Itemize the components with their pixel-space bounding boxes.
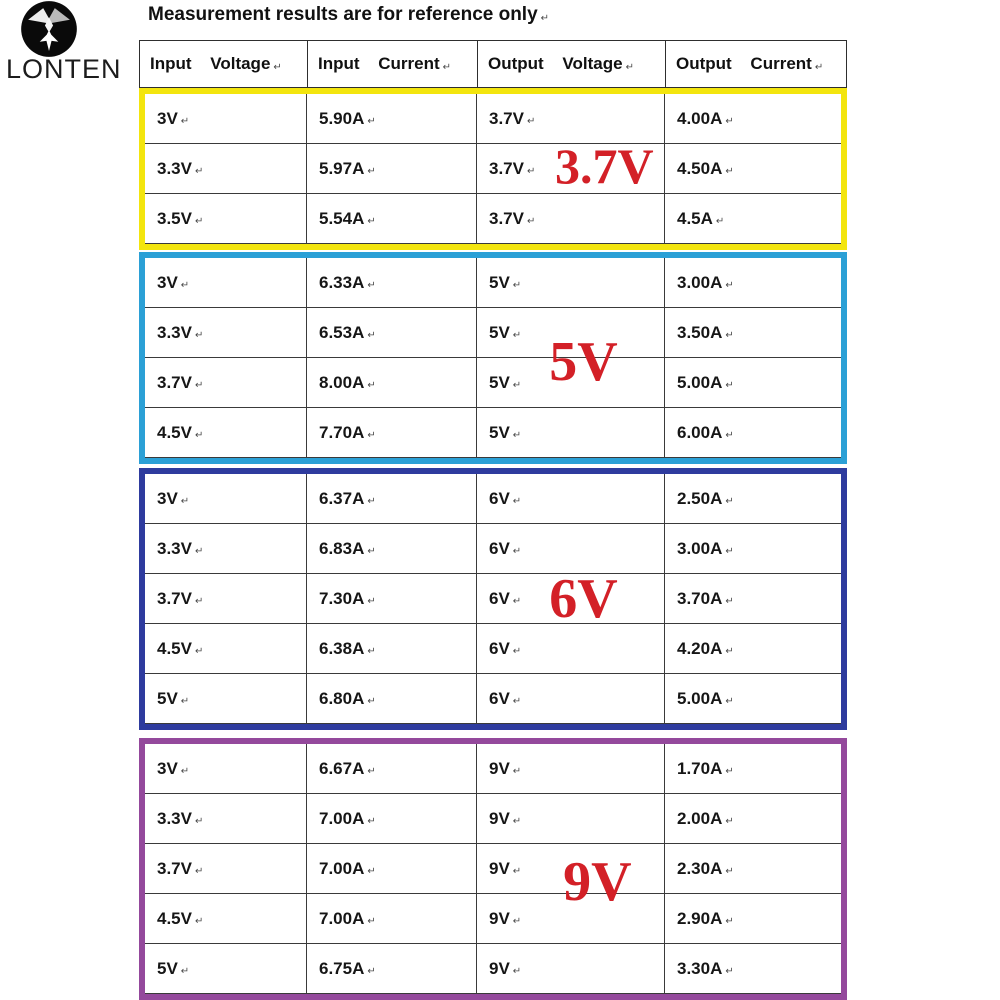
cell-input-voltage [145, 194, 307, 243]
return-mark-icon: ↵ [512, 280, 522, 291]
cell-value: 6.67A [319, 758, 365, 778]
cell-value: 7.00A [319, 858, 365, 878]
return-mark-icon: ↵ [725, 916, 734, 927]
cell-output-voltage [477, 744, 665, 793]
return-mark-icon: ↵ [512, 330, 522, 341]
cell-input-current [307, 308, 477, 357]
header-label: Input Voltage [150, 54, 271, 73]
cell-input-current [307, 844, 477, 893]
cell-output-voltage [477, 574, 665, 623]
return-mark-icon: ↵ [367, 116, 376, 127]
table-row [145, 844, 841, 894]
cell-output-current [665, 794, 841, 843]
cell-value: 6.00A [677, 422, 723, 442]
cell-value: 5V [489, 322, 510, 342]
return-mark-icon: ↵ [194, 596, 204, 607]
cell-value: 6.80A [319, 688, 365, 708]
cell-value: 3.3V [157, 158, 192, 178]
return-mark-icon: ↵ [367, 166, 376, 177]
return-mark-icon: ↵ [512, 966, 522, 977]
cell-input-voltage [145, 258, 307, 307]
table-row [145, 574, 841, 624]
table-header-row [139, 40, 847, 88]
cell-input-current [307, 94, 477, 143]
return-mark-icon: ↵ [725, 280, 734, 291]
cell-value: 7.00A [319, 808, 365, 828]
table-row [145, 674, 841, 724]
cell-value: 3.7V [489, 158, 524, 178]
measurement-table [139, 40, 847, 1000]
voltage-group-3v7v [139, 88, 847, 250]
return-mark-icon: ↵ [180, 966, 190, 977]
cell-value: 3.5V [157, 208, 192, 228]
cell-input-current [307, 744, 477, 793]
return-mark-icon: ↵ [725, 816, 734, 827]
cell-input-voltage [145, 794, 307, 843]
cell-value: 5.90A [319, 108, 365, 128]
cell-value: 3.7V [157, 858, 192, 878]
cell-output-voltage [477, 624, 665, 673]
voltage-group-5v [139, 252, 847, 464]
cell-input-voltage [145, 474, 307, 523]
cell-output-voltage [477, 524, 665, 573]
table-row [145, 94, 841, 144]
return-mark-icon: ↵ [725, 166, 734, 177]
return-mark-icon: ↵ [526, 166, 536, 177]
return-mark-icon: ↵ [725, 866, 734, 877]
table-row [145, 744, 841, 794]
cell-value: 6V [489, 688, 510, 708]
cell-value: 6V [489, 588, 510, 608]
table-row [145, 358, 841, 408]
cell-output-voltage [477, 94, 665, 143]
return-mark-icon: ↵ [442, 61, 452, 73]
return-mark-icon: ↵ [180, 766, 190, 777]
cell-output-voltage [477, 358, 665, 407]
cell-input-voltage [145, 408, 307, 457]
cell-output-current [665, 674, 841, 723]
return-mark-icon: ↵ [526, 116, 536, 127]
return-mark-icon: ↵ [194, 816, 204, 827]
cell-value: 2.50A [677, 488, 723, 508]
return-mark-icon: ↵ [367, 916, 376, 927]
cell-input-current [307, 474, 477, 523]
lonten-logo [6, 0, 126, 85]
cell-output-current [665, 474, 841, 523]
cell-value: 9V [489, 758, 510, 778]
cell-output-voltage [477, 474, 665, 523]
cell-value: 6.37A [319, 488, 365, 508]
cell-value: 5V [157, 688, 178, 708]
return-mark-icon: ↵ [512, 646, 522, 657]
cell-value: 7.70A [319, 422, 365, 442]
cell-value: 6V [489, 538, 510, 558]
cell-value: 4.00A [677, 108, 723, 128]
cell-value: 6V [489, 488, 510, 508]
cell-output-voltage [477, 674, 665, 723]
return-mark-icon: ↵ [814, 61, 824, 73]
cell-input-voltage [145, 358, 307, 407]
cell-value: 4.20A [677, 638, 723, 658]
cell-value: 3V [157, 272, 178, 292]
cell-output-current [665, 408, 841, 457]
cell-value: 3.7V [157, 588, 192, 608]
cell-output-current [665, 744, 841, 793]
return-mark-icon: ↵ [367, 866, 376, 877]
page-title [148, 4, 549, 26]
cell-value: 3.3V [157, 538, 192, 558]
cell-value: 5V [489, 422, 510, 442]
output-voltage-highlight-label: 9V [563, 850, 632, 913]
return-mark-icon: ↵ [194, 546, 204, 557]
table-row [145, 944, 841, 994]
cell-value: 3.7V [489, 108, 524, 128]
cell-input-voltage [145, 524, 307, 573]
cell-output-voltage [477, 894, 665, 943]
cell-output-current [665, 94, 841, 143]
header-label: Output Voltage [488, 54, 623, 73]
cell-value: 3V [157, 488, 178, 508]
cell-output-voltage [477, 794, 665, 843]
cell-input-voltage [145, 844, 307, 893]
table-groups [139, 88, 847, 1000]
cell-value: 3.7V [157, 372, 192, 392]
cell-input-current [307, 194, 477, 243]
cell-value: 5V [157, 958, 178, 978]
return-mark-icon: ↵ [367, 966, 376, 977]
cell-value: 3.30A [677, 958, 723, 978]
cell-value: 3.7V [489, 208, 524, 228]
page-title-text: Measurement results are for reference only [148, 4, 538, 25]
cell-input-voltage [145, 574, 307, 623]
cell-value: 9V [489, 958, 510, 978]
return-mark-icon: ↵ [725, 646, 734, 657]
cell-value: 2.90A [677, 908, 723, 928]
table-row [145, 624, 841, 674]
cell-value: 3.50A [677, 322, 723, 342]
cell-input-voltage [145, 144, 307, 193]
cell-input-voltage [145, 94, 307, 143]
return-mark-icon: ↵ [725, 546, 734, 557]
cell-output-current [665, 524, 841, 573]
cell-value: 3.00A [677, 538, 723, 558]
return-mark-icon: ↵ [367, 546, 376, 557]
cell-output-current [665, 358, 841, 407]
cell-value: 6.53A [319, 322, 365, 342]
table-row [145, 258, 841, 308]
cell-value: 7.00A [319, 908, 365, 928]
cell-value: 4.50A [677, 158, 723, 178]
return-mark-icon: ↵ [194, 380, 204, 391]
cell-output-current [665, 944, 841, 993]
cell-value: 4.5V [157, 908, 192, 928]
cell-input-current [307, 524, 477, 573]
return-mark-icon: ↵ [180, 116, 190, 127]
cell-value: 4.5V [157, 638, 192, 658]
cell-value: 9V [489, 858, 510, 878]
return-mark-icon: ↵ [512, 696, 522, 707]
return-mark-icon: ↵ [367, 696, 376, 707]
return-mark-icon: ↵ [367, 280, 376, 291]
cell-value: 3V [157, 108, 178, 128]
return-mark-icon: ↵ [194, 166, 204, 177]
return-mark-icon: ↵ [194, 330, 204, 341]
cell-value: 1.70A [677, 758, 723, 778]
return-mark-icon: ↵ [512, 546, 522, 557]
cell-value: 7.30A [319, 588, 365, 608]
header-label: Output Current [676, 54, 812, 73]
cell-value: 9V [489, 808, 510, 828]
cell-input-voltage [145, 744, 307, 793]
table-row [145, 794, 841, 844]
cell-output-current [665, 574, 841, 623]
return-mark-icon: ↵ [725, 596, 734, 607]
return-mark-icon: ↵ [180, 496, 190, 507]
return-mark-icon: ↵ [367, 496, 376, 507]
output-voltage-highlight-label: 3.7V [555, 138, 654, 194]
return-mark-icon: ↵ [273, 61, 282, 73]
cell-input-current [307, 358, 477, 407]
cell-value: 8.00A [319, 372, 365, 392]
return-mark-icon: ↵ [725, 380, 734, 391]
header-output-current [666, 41, 846, 87]
cell-input-voltage [145, 674, 307, 723]
return-mark-icon: ↵ [194, 430, 204, 441]
cell-value: 2.00A [677, 808, 723, 828]
return-mark-icon: ↵ [625, 61, 634, 73]
return-mark-icon: ↵ [194, 646, 204, 657]
cell-value: 6V [489, 638, 510, 658]
table-row [145, 408, 841, 458]
cell-input-current [307, 944, 477, 993]
return-mark-icon: ↵ [512, 430, 522, 441]
return-mark-icon: ↵ [512, 596, 522, 607]
return-mark-icon: ↵ [367, 380, 376, 391]
bird-logo-icon [20, 0, 78, 58]
table-row [145, 474, 841, 524]
return-mark-icon: ↵ [725, 330, 734, 341]
return-mark-icon: ↵ [526, 216, 536, 227]
return-mark-icon: ↵ [194, 216, 204, 227]
return-mark-icon: ↵ [512, 380, 522, 391]
return-mark-icon: ↵ [367, 216, 376, 227]
return-mark-icon: ↵ [540, 13, 550, 24]
return-mark-icon: ↵ [725, 966, 734, 977]
return-mark-icon: ↵ [367, 330, 376, 341]
return-mark-icon: ↵ [512, 916, 522, 927]
return-mark-icon: ↵ [194, 916, 204, 927]
cell-input-current [307, 258, 477, 307]
cell-value: 6.33A [319, 272, 365, 292]
cell-value: 6.75A [319, 958, 365, 978]
table-row [145, 524, 841, 574]
return-mark-icon: ↵ [367, 596, 376, 607]
cell-value: 4.5A [677, 208, 713, 228]
cell-output-current [665, 308, 841, 357]
return-mark-icon: ↵ [180, 280, 190, 291]
cell-output-voltage [477, 144, 665, 193]
cell-value: 2.30A [677, 858, 723, 878]
return-mark-icon: ↵ [367, 816, 376, 827]
cell-output-voltage [477, 308, 665, 357]
return-mark-icon: ↵ [725, 766, 734, 777]
cell-value: 5.97A [319, 158, 365, 178]
cell-output-current [665, 624, 841, 673]
return-mark-icon: ↵ [180, 696, 190, 707]
cell-output-voltage [477, 194, 665, 243]
table-row [145, 894, 841, 944]
return-mark-icon: ↵ [367, 430, 376, 441]
cell-input-current [307, 624, 477, 673]
cell-output-current [665, 194, 841, 243]
return-mark-icon: ↵ [367, 646, 376, 657]
return-mark-icon: ↵ [367, 766, 376, 777]
header-input-voltage [140, 41, 308, 87]
cell-value: 5V [489, 272, 510, 292]
cell-input-voltage [145, 894, 307, 943]
table-row [145, 144, 841, 194]
cell-value: 3.3V [157, 322, 192, 342]
cell-value: 3V [157, 758, 178, 778]
return-mark-icon: ↵ [725, 696, 734, 707]
header-output-voltage [478, 41, 666, 87]
voltage-group-6v [139, 468, 847, 730]
cell-value: 5.00A [677, 688, 723, 708]
cell-output-current [665, 894, 841, 943]
cell-output-current [665, 844, 841, 893]
cell-value: 9V [489, 908, 510, 928]
return-mark-icon: ↵ [512, 866, 522, 877]
cell-input-voltage [145, 944, 307, 993]
cell-input-voltage [145, 308, 307, 357]
return-mark-icon: ↵ [512, 766, 522, 777]
cell-value: 4.5V [157, 422, 192, 442]
table-row [145, 194, 841, 244]
output-voltage-highlight-label: 6V [549, 568, 618, 630]
cell-input-current [307, 674, 477, 723]
cell-value: 3.70A [677, 588, 723, 608]
return-mark-icon: ↵ [725, 496, 734, 507]
cell-input-current [307, 894, 477, 943]
return-mark-icon: ↵ [512, 496, 522, 507]
cell-input-current [307, 794, 477, 843]
cell-output-voltage [477, 944, 665, 993]
cell-value: 5.00A [677, 372, 723, 392]
cell-input-current [307, 144, 477, 193]
cell-input-voltage [145, 624, 307, 673]
return-mark-icon: ↵ [715, 216, 725, 227]
cell-input-current [307, 574, 477, 623]
cell-output-voltage [477, 844, 665, 893]
cell-output-current [665, 258, 841, 307]
return-mark-icon: ↵ [512, 816, 522, 827]
cell-value: 3.00A [677, 272, 723, 292]
header-label: Input Current [318, 54, 440, 73]
voltage-group-9v [139, 738, 847, 1000]
cell-value: 6.38A [319, 638, 365, 658]
cell-output-voltage [477, 258, 665, 307]
cell-input-current [307, 408, 477, 457]
header-input-current [308, 41, 478, 87]
table-row [145, 308, 841, 358]
cell-value: 6.83A [319, 538, 365, 558]
return-mark-icon: ↵ [725, 430, 734, 441]
cell-output-current [665, 144, 841, 193]
return-mark-icon: ↵ [194, 866, 204, 877]
output-voltage-highlight-label: 5V [549, 331, 618, 393]
cell-value: 5V [489, 372, 510, 392]
cell-value: 3.3V [157, 808, 192, 828]
cell-value: 5.54A [319, 208, 365, 228]
cell-output-voltage [477, 408, 665, 457]
logo-text: LONTEN [6, 54, 122, 84]
return-mark-icon: ↵ [725, 116, 734, 127]
